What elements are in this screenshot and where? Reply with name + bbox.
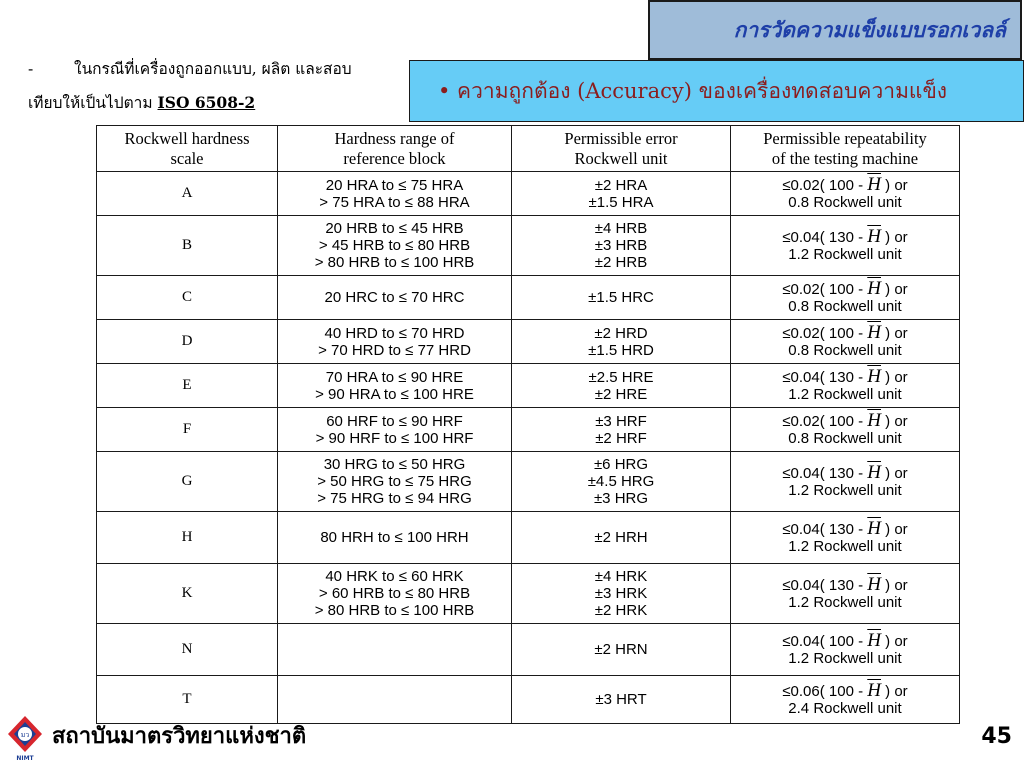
table-body	[97, 172, 960, 724]
range-line: > 80 HRB to ≤ 100 HRB	[314, 602, 475, 619]
formula-prefix: ≤0.04( 130 -	[782, 465, 868, 482]
cell-repeatability	[731, 172, 960, 216]
iso-note	[28, 52, 408, 120]
error-line: ±3 HRB	[594, 237, 648, 254]
cell-error	[512, 512, 731, 564]
repeatability-formula	[733, 682, 957, 700]
cell-repeatability	[731, 216, 960, 276]
nimt-logo	[6, 714, 44, 762]
error-line: ±2 HRH	[594, 529, 648, 546]
table-row	[97, 512, 960, 564]
cell-range	[278, 408, 512, 452]
error-line: ±2 HRA	[594, 176, 648, 194]
range-line: > 75 HRA to ≤ 88 HRA	[319, 193, 470, 211]
repeatability-unit: 1.2 Rockwell unit	[788, 246, 902, 263]
cell-scale: E	[97, 364, 278, 408]
h-bar-symbol: $\overline{H}$	[867, 574, 881, 595]
formula-prefix: ≤0.02( 100 -	[782, 413, 868, 430]
error-line: ±4.5 HRG	[587, 473, 655, 490]
accuracy-heading: • ความถูกต้อง (Accuracy) ของเครื่องทดสอบความแข็ง	[438, 79, 948, 103]
cell-scale: T	[97, 676, 278, 724]
logo-caption: NIMT	[16, 755, 34, 762]
cell-range	[278, 564, 512, 624]
formula-suffix: ) or	[881, 465, 908, 482]
cell-scale: A	[97, 172, 278, 216]
table-row	[97, 564, 960, 624]
error-line: ±4 HRK	[594, 568, 648, 585]
error-line: ±1.5 HRA	[588, 193, 654, 211]
h-bar-symbol: $\overline{H}$	[867, 174, 881, 195]
formula-suffix: ) or	[881, 521, 908, 538]
formula-suffix: ) or	[881, 229, 908, 246]
cell-range	[278, 676, 512, 724]
cell-error	[512, 364, 731, 408]
repeatability-formula	[733, 576, 957, 594]
cell-scale: B	[97, 216, 278, 276]
error-line: ±3 HRF	[595, 412, 647, 430]
repeatability-unit: 2.4 Rockwell unit	[788, 700, 902, 717]
cell-repeatability	[731, 512, 960, 564]
formula-suffix: ) or	[881, 633, 908, 650]
h-bar-symbol: $\overline{H}$	[867, 518, 881, 539]
range-line: 20 HRA to ≤ 75 HRA	[325, 176, 464, 194]
cell-repeatability	[731, 624, 960, 676]
repeatability-formula	[733, 228, 957, 246]
cell-range	[278, 276, 512, 320]
h-bar-symbol: $\overline{H}$	[867, 226, 881, 247]
range-line: 70 HRA to ≤ 90 HRE	[325, 368, 464, 386]
cell-repeatability	[731, 364, 960, 408]
cell-repeatability	[731, 676, 960, 724]
cell-scale: K	[97, 564, 278, 624]
repeatability-unit: 1.2 Rockwell unit	[788, 650, 902, 667]
error-line: ±4 HRB	[594, 220, 648, 237]
formula-prefix: ≤0.06( 100 -	[782, 683, 868, 700]
repeatability-formula	[733, 520, 957, 538]
error-line: ±6 HRG	[593, 456, 649, 473]
cell-error	[512, 276, 731, 320]
error-line: ±2 HRB	[594, 254, 648, 271]
formula-suffix: ) or	[881, 281, 908, 298]
table-row	[97, 624, 960, 676]
repeatability-unit: 1.2 Rockwell unit	[788, 594, 902, 611]
table-row	[97, 676, 960, 724]
cell-repeatability	[731, 564, 960, 624]
cell-scale: F	[97, 408, 278, 452]
error-line: ±2 HRN	[594, 641, 648, 658]
cell-repeatability	[731, 276, 960, 320]
accuracy-box	[409, 60, 1024, 122]
header-scale: Rockwell hardness scale	[97, 126, 278, 172]
formula-suffix: ) or	[881, 325, 908, 342]
error-line: ±1.5 HRD	[588, 341, 654, 359]
table-header	[97, 126, 960, 172]
repeatability-formula	[733, 368, 957, 386]
iso-note-line-1	[28, 52, 408, 86]
repeatability-formula	[733, 632, 957, 650]
cell-range	[278, 320, 512, 364]
repeatability-unit: 0.8 Rockwell unit	[788, 342, 902, 359]
repeatability-unit: 0.8 Rockwell unit	[788, 430, 902, 447]
formula-suffix: ) or	[881, 369, 908, 386]
error-line: ±3 HRT	[595, 691, 647, 708]
range-line: 30 HRG to ≤ 50 HRG	[323, 456, 466, 473]
table-row	[97, 408, 960, 452]
h-bar-symbol: $\overline{H}$	[867, 366, 881, 387]
table-row	[97, 216, 960, 276]
formula-suffix: ) or	[881, 683, 908, 700]
table-row	[97, 364, 960, 408]
table-row	[97, 172, 960, 216]
cell-error	[512, 172, 731, 216]
range-line: > 90 HRA to ≤ 100 HRE	[315, 385, 474, 403]
range-line: 40 HRD to ≤ 70 HRD	[324, 324, 465, 342]
error-line: ±2 HRE	[594, 385, 648, 403]
formula-suffix: ) or	[881, 413, 908, 430]
range-line: 40 HRK to ≤ 60 HRK	[325, 568, 464, 585]
range-line: > 70 HRD to ≤ 77 HRD	[318, 341, 471, 359]
header-row	[97, 126, 960, 172]
table-row	[97, 320, 960, 364]
cell-range	[278, 364, 512, 408]
note-text-2: เทียบให้เป็นไปตาม	[28, 94, 153, 112]
cell-error	[512, 408, 731, 452]
formula-prefix: ≤0.04( 130 -	[782, 521, 868, 538]
cell-error	[512, 624, 731, 676]
rockwell-table	[96, 125, 960, 724]
cell-range	[278, 512, 512, 564]
cell-error	[512, 564, 731, 624]
error-line: ±2.5 HRE	[588, 368, 654, 386]
cell-repeatability	[731, 408, 960, 452]
range-line: > 80 HRB to ≤ 100 HRB	[314, 254, 475, 271]
h-bar-symbol: $\overline{H}$	[867, 278, 881, 299]
error-line: ±3 HRG	[593, 490, 649, 507]
cell-scale: N	[97, 624, 278, 676]
cell-range	[278, 452, 512, 512]
range-line: 20 HRC to ≤ 70 HRC	[324, 289, 465, 306]
formula-prefix: ≤0.04( 100 -	[782, 633, 868, 650]
cell-scale: H	[97, 512, 278, 564]
formula-prefix: ≤0.02( 100 -	[782, 281, 868, 298]
cell-range	[278, 624, 512, 676]
formula-prefix: ≤0.04( 130 -	[782, 577, 868, 594]
cell-error	[512, 216, 731, 276]
cell-scale: G	[97, 452, 278, 512]
cell-error	[512, 320, 731, 364]
h-bar-symbol: $\overline{H}$	[867, 680, 881, 701]
error-line: ±2 HRF	[595, 429, 647, 447]
cell-error	[512, 676, 731, 724]
repeatability-formula	[733, 412, 957, 430]
error-line: ±2 HRD	[594, 324, 648, 342]
repeatability-unit: 1.2 Rockwell unit	[788, 386, 902, 403]
table-row	[97, 276, 960, 320]
h-bar-symbol: $\overline{H}$	[867, 322, 881, 343]
repeatability-formula	[733, 324, 957, 342]
logo-text: มว	[20, 731, 30, 739]
cell-scale: D	[97, 320, 278, 364]
slide-title-box	[648, 0, 1022, 60]
range-line: 80 HRH to ≤ 100 HRH	[320, 529, 469, 546]
note-dash: -	[28, 60, 34, 78]
range-line: 20 HRB to ≤ 45 HRB	[325, 220, 464, 237]
h-bar-symbol: $\overline{H}$	[867, 410, 881, 431]
h-bar-symbol: $\overline{H}$	[867, 630, 881, 651]
cell-range	[278, 216, 512, 276]
range-line: > 45 HRB to ≤ 80 HRB	[318, 237, 471, 254]
error-line: ±1.5 HRC	[588, 289, 654, 306]
repeatability-formula	[733, 280, 957, 298]
repeatability-unit: 1.2 Rockwell unit	[788, 538, 902, 555]
range-line: 60 HRF to ≤ 90 HRF	[326, 412, 463, 430]
range-line: > 90 HRF to ≤ 100 HRF	[315, 429, 474, 447]
error-line: ±3 HRK	[594, 585, 648, 602]
cell-error	[512, 452, 731, 512]
slide-title: การวัดความแข็งแบบรอกเวลล์	[733, 18, 1006, 42]
institute-name: สถาบันมาตรวิทยาแห่งชาติ	[52, 724, 307, 749]
header-error: Permissible error Rockwell unit	[512, 126, 731, 172]
formula-prefix: ≤0.02( 100 -	[782, 325, 868, 342]
range-line: > 60 HRB to ≤ 80 HRB	[318, 585, 471, 602]
header-repeatability: Permissible repeatability of the testing machine	[731, 126, 960, 172]
cell-range	[278, 172, 512, 216]
h-bar-symbol: $\overline{H}$	[867, 462, 881, 483]
formula-suffix: ) or	[881, 577, 908, 594]
range-line: > 75 HRG to ≤ 94 HRG	[317, 490, 472, 507]
iso-note-line-2	[28, 86, 408, 120]
repeatability-unit: 1.2 Rockwell unit	[788, 482, 902, 499]
formula-suffix: ) or	[881, 177, 908, 194]
table-row	[97, 452, 960, 512]
repeatability-unit: 0.8 Rockwell unit	[788, 298, 902, 315]
header-range: Hardness range of reference block	[278, 126, 512, 172]
page-number: 45	[981, 724, 1012, 749]
cell-repeatability	[731, 320, 960, 364]
note-text-1: ในกรณีที่เครื่องถูกออกแบบ, ผลิต และสอบ	[74, 60, 352, 78]
repeatability-formula	[733, 176, 957, 194]
error-line: ±2 HRK	[594, 602, 648, 619]
repeatability-formula	[733, 464, 957, 482]
range-line: > 50 HRG to ≤ 75 HRG	[317, 473, 472, 490]
formula-prefix: ≤0.04( 130 -	[782, 369, 868, 386]
iso-standard-ref: ISO 6508-2	[157, 93, 256, 112]
formula-prefix: ≤0.04( 130 -	[782, 229, 868, 246]
formula-prefix: ≤0.02( 100 -	[782, 177, 868, 194]
cell-scale: C	[97, 276, 278, 320]
repeatability-unit: 0.8 Rockwell unit	[788, 194, 902, 211]
cell-repeatability	[731, 452, 960, 512]
